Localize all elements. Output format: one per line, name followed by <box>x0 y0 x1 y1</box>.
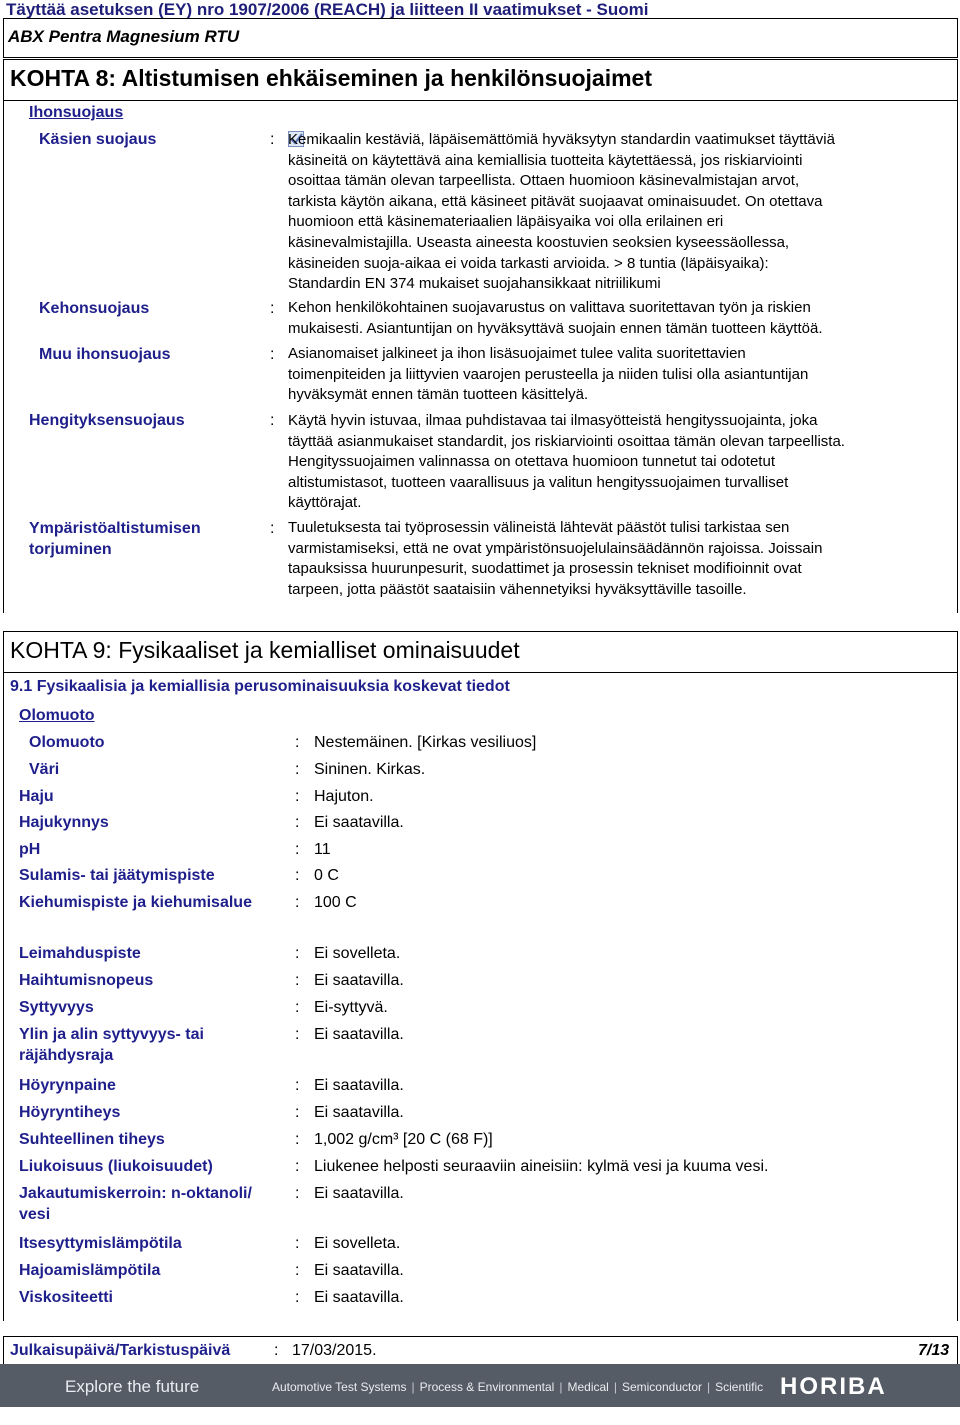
text-line: käsinevalmistajilla. Useasta aineesta koostuvien seoksien kyseessäollessa, <box>288 233 790 251</box>
property-value: Ei saatavilla. <box>314 1077 404 1094</box>
property-label: Leimahduspiste <box>19 945 141 962</box>
text-line: toimenpiteiden ja liittyvien vaarojen perusteella ja niiden tulisi olla asiantuntijan <box>288 365 809 383</box>
body-protection-text <box>288 298 823 339</box>
label-colon: : <box>295 1131 300 1148</box>
label-colon: : <box>270 520 275 537</box>
property-value: 100 C <box>314 894 357 911</box>
property-label: Haihtumisnopeus <box>19 972 154 989</box>
division-item: Semiconductor <box>621 1380 703 1394</box>
other-skin-protection-text <box>288 344 808 406</box>
label-colon: : <box>295 814 300 831</box>
division-item: Scientific <box>715 1380 764 1394</box>
respiratory-protection-text <box>288 411 845 514</box>
property-value: Ei saatavilla. <box>314 1289 404 1306</box>
text-line: Hengityssuojaimen valinnassa on otettava huomioon tunnetut tai odotetut <box>288 453 775 471</box>
respiratory-protection-label: Hengityksensuojaus <box>29 412 185 429</box>
property-value: Ei saatavilla. <box>314 1104 404 1121</box>
label-line: vesi <box>19 1206 51 1223</box>
division-item: Medical <box>567 1380 609 1394</box>
text-line: tapauksissa huurunpesurit, suodattimet ja prosessin tekniset modifioinnit ovat <box>288 560 802 578</box>
label-line: torjuminen <box>29 541 112 558</box>
label-colon: : <box>295 1185 300 1202</box>
text-line: Kemikaalin kestäviä, läpäisemättömiä hyväksytyn standardin vaatimukset täyttäviä <box>288 131 835 148</box>
label-colon: : <box>295 867 300 884</box>
property-label: pH <box>19 841 41 858</box>
label-colon: : <box>295 972 300 989</box>
text-line: Käytä hyvin istuvaa, ilmaa puhdistavaa tai ilmasyötteistä hengityssuojainta, joka <box>288 412 818 429</box>
property-value: Ei saatavilla. <box>314 1185 404 1202</box>
property-value: 11 <box>314 841 331 858</box>
property-label: Sulamis- tai jäätymispiste <box>19 867 215 884</box>
label-colon: : <box>295 1289 300 1306</box>
text-line: Standardin EN 374 mukaiset suojahansikkaat nitriilikumi <box>288 275 661 293</box>
property-label <box>19 1024 204 1066</box>
document-regulation-title: Täyttää asetuksen (EY) nro 1907/2006 (REACH) ja liitteen II vaatimukset - Suomi <box>6 0 649 19</box>
text-line: huomioon että käsinemateriaalien läpäisyaika voi olla erilainen eri <box>288 213 724 231</box>
body-protection-label: Kehonsuojaus <box>39 300 150 317</box>
property-value: Hajuton. <box>314 788 374 805</box>
text-line: altistumistasot, tuotteen vaarallisuus ja valitun hengityssuojaimen turvalliset <box>288 473 789 491</box>
appearance-heading: Olomuoto <box>19 707 95 724</box>
text-line: varmistamiseksi, että ne ovat ympäristönsuojelulainsäädännön rajoissa. Joissain <box>288 539 823 557</box>
page-number: 7/13 <box>918 1342 950 1359</box>
property-value: Ei saatavilla. <box>314 972 404 989</box>
property-label: Kiehumispiste ja kiehumisalue <box>19 894 252 911</box>
label-line: Ylin ja alin syttyvyys- tai <box>19 1026 204 1043</box>
product-name: ABX Pentra Magnesium RTU <box>8 27 240 46</box>
label-colon: : <box>295 999 300 1016</box>
label-colon: : <box>295 945 300 962</box>
other-skin-protection-label: Muu ihonsuojaus <box>39 346 171 363</box>
property-label: Väri <box>29 761 60 778</box>
property-value: Ei saatavilla. <box>314 814 404 831</box>
property-label: Viskositeetti <box>19 1289 113 1306</box>
label-colon: : <box>295 1158 300 1175</box>
label-colon: : <box>295 1077 300 1094</box>
property-value: Ei sovelleta. <box>314 1235 401 1252</box>
hand-protection-text <box>288 130 948 295</box>
label-colon: : <box>295 894 300 911</box>
property-value: Ei-syttyvä. <box>314 999 388 1016</box>
revision-date-value: 17/03/2015. <box>292 1342 377 1359</box>
property-label: Höyrynpaine <box>19 1077 116 1094</box>
property-label: Syttyvyys <box>19 999 94 1016</box>
section-9-title: KOHTA 9: Fysikaaliset ja kemialliset ominaisuudet <box>10 637 520 663</box>
label-colon: : <box>274 1342 279 1359</box>
label-colon: : <box>270 131 275 148</box>
property-value: Sininen. Kirkas. <box>314 761 426 778</box>
hand-protection-label: Käsien suojaus <box>39 131 157 148</box>
property-label: Haju <box>19 788 54 805</box>
label-line: räjähdysraja <box>19 1047 114 1064</box>
label-colon: : <box>295 841 300 858</box>
brand-divisions: Automotive Test Systems | Process & Environmental | Medical | Semiconductor | Scientific <box>272 1380 764 1394</box>
label-line: Ympäristöaltistumisen <box>29 520 201 537</box>
property-label <box>19 1183 252 1225</box>
skin-protection-heading: Ihonsuojaus <box>29 104 124 121</box>
label-colon: : <box>295 788 300 805</box>
label-colon: : <box>295 1262 300 1279</box>
text-line: mukaisesti. Asiantuntijan on hyväksyttävä suojain ennen tämän tuotteen käyttöä. <box>288 319 823 337</box>
label-colon: : <box>295 1026 300 1043</box>
label-colon: : <box>270 412 275 429</box>
horiba-logo: HORIBA <box>780 1373 887 1400</box>
text-line: hyväksymät ennen tämän tuotteen käsittelyä. <box>288 386 589 404</box>
property-label: Olomuoto <box>29 734 105 751</box>
text-line: Asianomaiset jalkineet ja ihon lisäsuojaimet tulee valita suoritettavien <box>288 345 746 362</box>
property-value: Ei saatavilla. <box>314 1026 404 1043</box>
label-colon: : <box>295 734 300 751</box>
environmental-exposure-label <box>29 518 201 560</box>
division-item: Process & Environmental <box>419 1380 555 1394</box>
property-value: Nestemäinen. [Kirkas vesiliuos] <box>314 734 537 751</box>
label-colon: : <box>295 1235 300 1252</box>
property-value: Ei saatavilla. <box>314 1262 404 1279</box>
brand-tagline: Explore the future <box>65 1377 200 1396</box>
property-value: Ei sovelleta. <box>314 945 401 962</box>
property-label: Höyryntiheys <box>19 1104 121 1121</box>
text-line: tarkista käytön aikana, että käsineet pitävät suojaavat ominaisuudet. On otettava <box>288 192 823 210</box>
text-line: käsineiden suoja-aikaa ei voida tarkasti arvioida. > 8 tuntia (läpäisyaika): <box>288 254 769 272</box>
property-label: Hajoamislämpötila <box>19 1262 161 1279</box>
property-label: Itsesyttymislämpötila <box>19 1235 182 1252</box>
label-colon: : <box>270 346 275 363</box>
property-label: Liukoisuus (liukoisuudet) <box>19 1158 213 1175</box>
text-line: käyttörajat. <box>288 494 362 512</box>
text-line: täyttää asianmukaiset standardit, jos riskiarviointi osoittaa tämän olevan tarpeellista. <box>288 432 845 450</box>
section-8-title: KOHTA 8: Altistumisen ehkäiseminen ja henkilönsuojaimet <box>10 65 653 91</box>
property-label: Suhteellinen tiheys <box>19 1131 165 1148</box>
property-value: 1,002 g/cm³ [20 C (68 F)] <box>314 1131 493 1148</box>
environmental-exposure-text <box>288 518 822 600</box>
label-colon: : <box>295 761 300 778</box>
property-value: 0 C <box>314 867 339 884</box>
text-line: käsineitä on käytettävä aina kemiallisia tuotteita käytettäessä, jos riskiarviointi <box>288 151 803 169</box>
text-line: Tuuletuksesta tai työprosessin välineistä lähtevät päästöt tulisi tarkistaa sen <box>288 519 790 536</box>
property-label: Hajukynnys <box>19 814 109 831</box>
label-line: Jakautumiskerroin: n-oktanoli/ <box>19 1185 252 1202</box>
label-colon: : <box>295 1104 300 1121</box>
label-colon: : <box>270 300 275 317</box>
text-line: osoittaa tämän olevan tarpeellista. Ottaen huomioon käsinevalmistajan arvot, <box>288 172 800 190</box>
property-value: Liukenee helposti seuraaviin aineisiin: kylmä vesi ja kuuma vesi. <box>314 1158 769 1175</box>
text-line: tarpeen, jotta päästöt saataisiin vähennetyiksi hyväksyttäville tasoille. <box>288 580 747 598</box>
section-9-1-subtitle: 9.1 Fysikaalisia ja kemiallisia perusominaisuuksia koskevat tiedot <box>10 678 510 695</box>
revision-date-label: Julkaisupäivä/Tarkistuspäivä <box>10 1342 231 1359</box>
division-item: Automotive Test Systems <box>272 1380 407 1394</box>
text-line: Kehon henkilökohtainen suojavarustus on valittava suoritettavan työn ja riskien <box>288 299 811 316</box>
